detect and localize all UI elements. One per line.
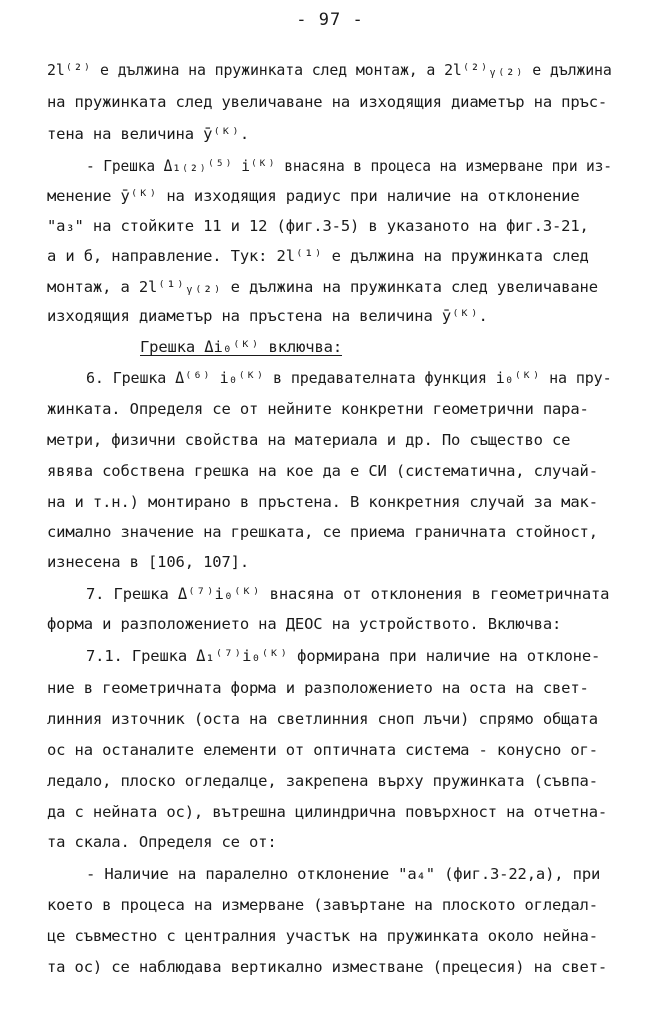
section-heading: Грешка Δi₀⁽ᴷ⁾ включва:: [140, 338, 342, 356]
text-line: изнесена в [106, 107].: [47, 553, 249, 571]
text-line: та скала. Определя се от:: [47, 833, 277, 851]
text-line: форма и разположението на ДЕОС на устройството. Включва:: [47, 615, 562, 633]
text-line: менение ȳ⁽ᴷ⁾ на изходящия радиус при наличие на отклонение: [47, 187, 580, 205]
text-line: явява собствена грешка на кое да е СИ (систематична, случай-: [47, 462, 598, 480]
text-line: линния източник (оста на светлинния сноп лъчи) спрямо общата: [47, 710, 598, 728]
text-line: симално значение на грешката, се приема граничната стойност,: [47, 523, 598, 541]
text-line: 7. Грешка Δ⁽⁷⁾i₀⁽ᴷ⁾ внасяна от отклонения в геометричната: [86, 585, 610, 603]
text-line: 6. Грешка Δ⁽⁶⁾ i₀⁽ᴷ⁾ в предавателната функция i₀⁽ᴷ⁾ на пру-: [86, 369, 612, 387]
text-line: та ос) се наблюдава вертикално изместване (прецесия) на свет-: [47, 958, 608, 976]
text-line: на и т.н.) монтирано в пръстена. В конкретния случай за мак-: [47, 493, 598, 511]
page-number: - 97 -: [296, 10, 364, 30]
text-line: а и б, направление. Тук: 2l⁽¹⁾ е дължина на пружинката след: [47, 247, 589, 265]
text-line: ние в геометричната форма и разположението на оста на свет-: [47, 679, 589, 697]
text-line: на пружинката след увеличаване на изходящия диаметър на пръс-: [47, 93, 608, 111]
text-line: 7.1. Грешка Δ₁⁽⁷⁾i₀⁽ᴷ⁾ формирана при наличие на отклоне-: [86, 647, 601, 665]
text-line: монтаж, а 2l⁽¹⁾ᵧ₍₂₎ е дължина на пружинката след увеличаване: [47, 278, 598, 296]
text-line: ос на останалите елементи от оптичната система - конусно ог-: [47, 741, 598, 759]
text-line: което в процеса на измерване (завъртане на плоското огледал-: [47, 896, 598, 914]
text-line: изходящия диаметър на пръстена на величина ȳ⁽ᴷ⁾.: [47, 307, 488, 325]
text-line: метри, физични свойства на материала и др. По същество се: [47, 431, 571, 449]
text-line: "a₃" на стойките 11 и 12 (фиг.3-5) в указаното на фиг.3-21,: [47, 217, 589, 235]
text-line: 2l⁽²⁾ е дължина на пружинката след монтаж, а 2l⁽²⁾ᵧ₍₂₎ е дължина: [47, 61, 612, 79]
text-line: - Грешка Δ₁₍₂₎⁽⁵⁾ i⁽ᴷ⁾ внасяна в процеса на измерване при из-: [86, 157, 612, 175]
text-line: да с нейната ос), вътрешна цилиндрична повърхност на отчетна-: [47, 803, 608, 821]
text-line: це съвместно с централния участък на пружинката около нейна-: [47, 927, 598, 945]
text-line: жинката. Определя се от нейните конкретни геометрични пара-: [47, 400, 589, 418]
text-line: тена на величина ȳ⁽ᴷ⁾.: [47, 125, 249, 143]
text-line: ледало, плоско огледалце, закрепена върху пружинката (съвпа-: [47, 772, 598, 790]
text-line: - Наличие на паралелно отклонение "a₄" (фиг.3-22,а), при: [86, 865, 601, 883]
